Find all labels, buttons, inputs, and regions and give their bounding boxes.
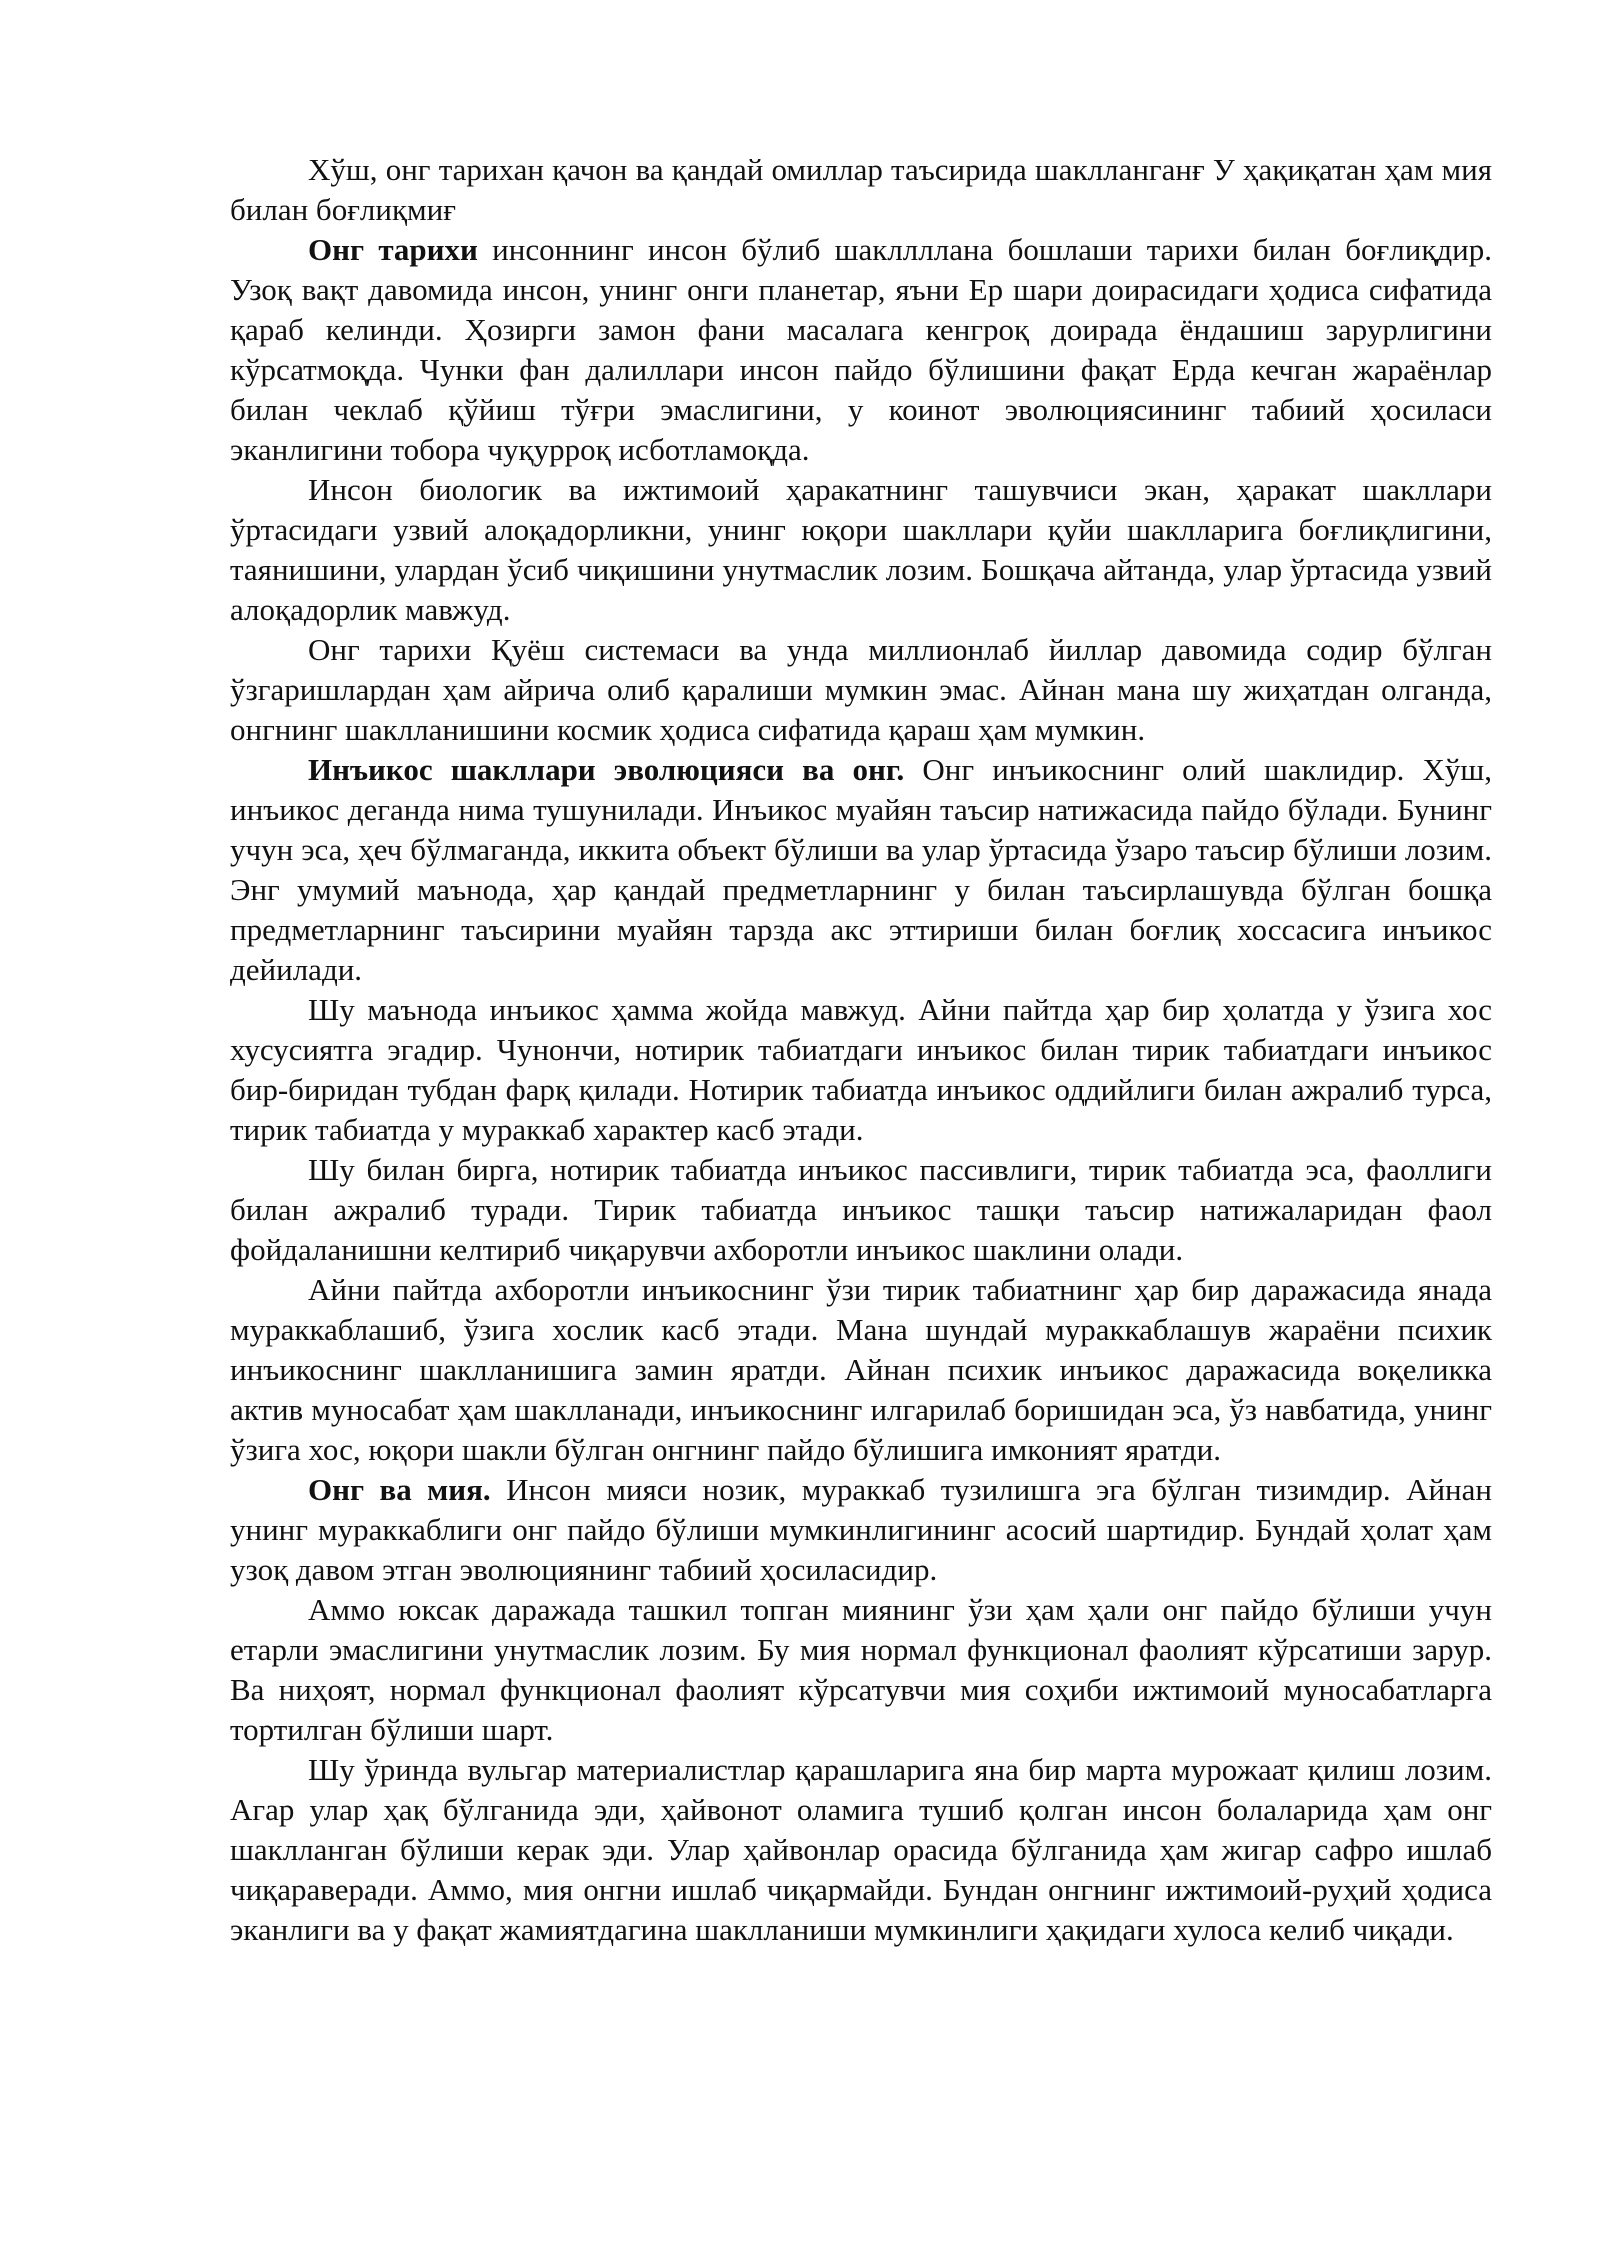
paragraph-10 xyxy=(230,1590,1492,1750)
paragraph-lead: Онг ва мия. xyxy=(308,1472,491,1507)
paragraph-1 xyxy=(230,150,1492,230)
paragraph-8 xyxy=(230,1270,1492,1470)
paragraph-2 xyxy=(230,230,1492,470)
paragraph-text: Хўш, онг тарихан қачон ва қандай омиллар таъсирида шаклланганғ У ҳақиқатан ҳам мия билан боғлиқмиғ xyxy=(230,152,1492,227)
paragraph-3 xyxy=(230,470,1492,630)
paragraph-11 xyxy=(230,1750,1492,1950)
paragraph-4 xyxy=(230,630,1492,750)
paragraph-text: Шу маънода инъикос ҳамма жойда мавжуд. Айни пайтда ҳар бир ҳолатда у ўзига хос хусусиятга эгадир. Чунончи, нотирик табиатдаги инъикос билан тирик табиатдаги инъикос бир-биридан тубдан фарқ қилади. Нотирик табиатда инъикос оддийлиги билан ажралиб турса, тирик табиатда у мураккаб характер касб этади. xyxy=(230,992,1492,1147)
paragraph-text: Инсон мияси нозик, мураккаб тузилишга эга бўлган тизимдир. Айнан унинг мураккаблиги онг пайдо бўлиши мумкинлигининг асосий шартидир. Бундай ҳолат ҳам узоқ давом этган эволюциянинг табиий ҳосиласидир. xyxy=(230,1472,1492,1587)
paragraph-text: Аммо юксак даражада ташкил топган миянинг ўзи ҳам ҳали онг пайдо бўлиши учун етарли эмаслигини унутмаслик лозим. Бу мия нормал функционал фаолият кўрсатиши зарур. Ва ниҳоят, нормал функционал фаолият кўрсатувчи мия соҳиби ижтимоий муносабатларга тортилган бўлиши шарт. xyxy=(230,1592,1492,1747)
paragraph-lead: Онг тарихи xyxy=(308,232,478,267)
paragraph-5 xyxy=(230,750,1492,990)
paragraph-text: Айни пайтда ахборотли инъикоснинг ўзи тирик табиатнинг ҳар бир даражасида янада мураккаблашиб, ўзига хослик касб этади. Мана шундай мураккаблашув жараёни психик инъикоснинг шаклланишига замин яратди. Айнан психик инъикос даражасида воқеликка актив муносабат ҳам шаклланади, инъикоснинг илгарилаб боришидан эса, ўз навбатида, унинг ўзига хос, юқори шакли бўлган онгнинг пайдо бўлишига имконият яратди. xyxy=(230,1272,1492,1467)
paragraph-text: Шу ўринда вульгар материалистлар қарашларига яна бир марта мурожаат қилиш лозим. Агар улар ҳақ бўлганида эди, ҳайвонот оламига тушиб қолган инсон болаларида ҳам онг шаклланган бўлиши керак эди. Улар ҳайвонлар орасида бўлганида ҳам жигар сафро ишлаб чиқараверади. Аммо, мия онгни ишлаб чиқармайди. Бундан онгнинг ижтимоий-руҳий ҳодиса эканлиги ва у фақат жамиятдагина шаклланиши мумкинлиги ҳақидаги хулоса келиб чиқади. xyxy=(230,1752,1492,1947)
paragraph-6 xyxy=(230,990,1492,1150)
paragraph-text: Инсон биологик ва ижтимоий ҳаракатнинг ташувчиси экан, ҳаракат шакллари ўртасидаги узвий алоқадорликни, унинг юқори шакллари қуйи шаклларига боғлиқлигини, таянишини, улардан ўсиб чиқишини унутмаслик лозим. Бошқача айтанда, улар ўртасида узвий алоқадорлик мавжуд. xyxy=(230,472,1492,627)
paragraph-text: Онг тарихи Қуёш системаси ва унда миллионлаб йиллар давомида содир бўлган ўзгаришлардан ҳам айрича олиб қаралиши мумкин эмас. Айнан мана шу жиҳатдан олганда, онгнинг шаклланишини космик ҳодиса сифатида қараш ҳам мумкин. xyxy=(230,632,1492,747)
paragraph-text: инсоннинг инсон бўлиб шакллллана бошлаши тарихи билан боғлиқдир. Узоқ вақт давомида инсон, унинг онги планетар, яъни Ер шари доирасидаги ҳодиса сифатида қараб келинди. Ҳозирги замон фани масалага кенгроқ доирада ёндашиш зарурлигини кўрсатмоқда. Чунки фан далиллари инсон пайдо бўлишини фақат Ерда кечган жараёнлар билан чеклаб қўйиш тўғри эмаслигини, у коинот эволюциясининг табиий ҳосиласи эканлигини тобора чуқурроқ исботламоқда. xyxy=(230,232,1492,467)
paragraph-9 xyxy=(230,1470,1492,1590)
paragraph-text: Онг инъикоснинг олий шаклидир. Хўш, инъикос деганда нима тушунилади. Инъикос муайян таъсир натижасида пайдо бўлади. Бунинг учун эса, ҳеч бўлмаганда, иккита объект бўлиши ва улар ўртасида ўзаро таъсир бўлиши лозим. Энг умумий маънода, ҳар қандай предметларнинг у билан таъсирлашувда бўлган бошқа предметларнинг таъсирини муайян тарзда акс эттириши билан боғлиқ хоссасига инъикос дейилади. xyxy=(230,752,1493,987)
paragraph-text: Шу билан бирга, нотирик табиатда инъикос пассивлиги, тирик табиатда эса, фаоллиги билан ажралиб туради. Тирик табиатда инъикос ташқи таъсир натижаларидан фаол фойдаланишни келтириб чиқарувчи ахборотли инъикос шаклини олади. xyxy=(230,1152,1492,1267)
document-page xyxy=(230,150,1492,1950)
paragraph-7 xyxy=(230,1150,1492,1270)
paragraph-lead: Инъикос шакллари эволюцияси ва онг. xyxy=(308,752,905,787)
